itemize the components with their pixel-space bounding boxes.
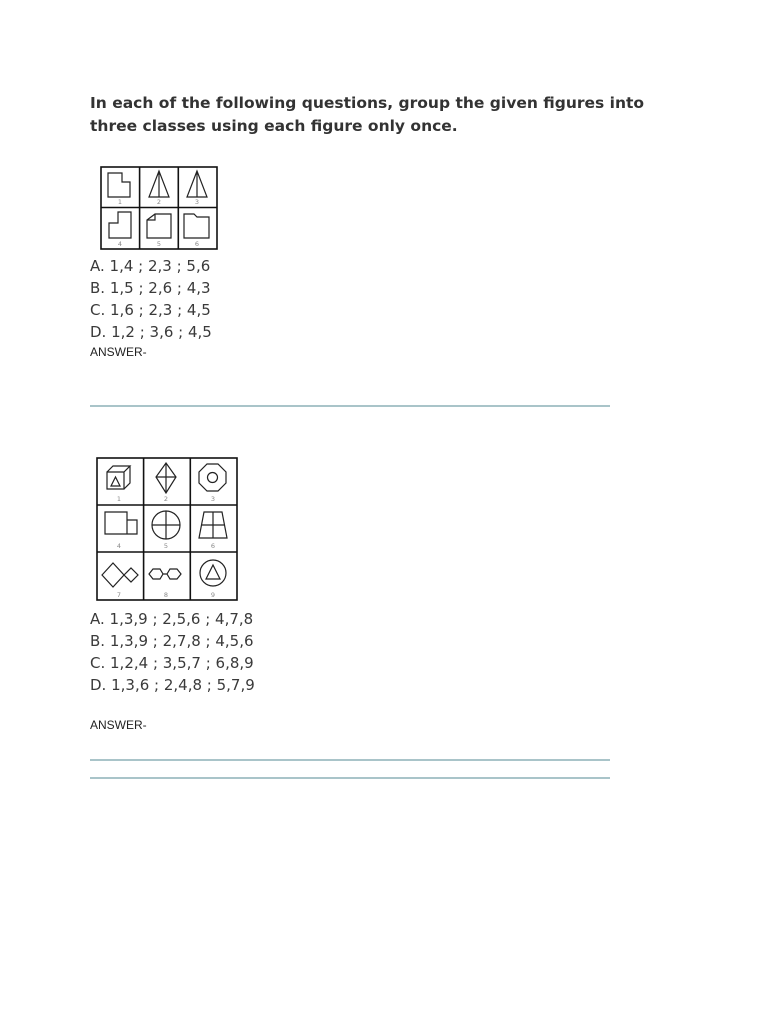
q2-label-5: 5 <box>163 542 169 550</box>
q1-shape-6 <box>184 214 209 238</box>
q2-label-9: 9 <box>210 591 216 599</box>
q2-label-1: 1 <box>116 495 122 503</box>
q2-shape-4 <box>105 512 137 534</box>
q1-answer-label: ANSWER- <box>90 345 147 359</box>
question1-figure <box>100 166 218 250</box>
question1-options <box>90 255 212 343</box>
q2-shape-6 <box>199 512 227 538</box>
q1-answer-line <box>90 405 610 407</box>
q2-label-2: 2 <box>163 495 169 503</box>
q2-answer-label: ANSWER- <box>90 718 147 732</box>
q1-option-c[interactable]: C. 1,6 ; 2,3 ; 4,5 <box>90 301 211 319</box>
q2-answer-line-1 <box>90 759 610 761</box>
q2-label-3: 3 <box>210 495 216 503</box>
q1-label-3: 3 <box>194 198 200 206</box>
question2-options <box>90 608 255 696</box>
q1-option-a[interactable]: A. 1,4 ; 2,3 ; 5,6 <box>90 257 211 275</box>
instructions-text: In each of the following questions, group the given figures into three classes using each figure only once. <box>90 94 645 135</box>
q2-shape-8 <box>149 569 181 579</box>
q1-option-d[interactable]: D. 1,2 ; 3,6 ; 4,5 <box>90 323 212 341</box>
q1-shape-2 <box>149 171 169 197</box>
q1-option-b[interactable]: B. 1,5 ; 2,6 ; 4,3 <box>90 279 211 297</box>
q2-option-d[interactable]: D. 1,3,6 ; 2,4,8 ; 5,7,9 <box>90 676 255 694</box>
q1-shape-5 <box>147 214 171 238</box>
q1-shape-1 <box>108 173 130 197</box>
q1-label-4: 4 <box>117 240 123 248</box>
q2-shape-7 <box>102 563 138 587</box>
q2-label-6: 6 <box>210 542 216 550</box>
q2-shape-2 <box>156 463 176 493</box>
q2-shape-1 <box>107 466 130 489</box>
q2-shape-9-triangle <box>206 565 220 579</box>
q2-shape-3-circle <box>208 473 218 483</box>
q1-label-1: 1 <box>117 198 123 206</box>
q2-label-8: 8 <box>163 591 169 599</box>
q1-label-5: 5 <box>156 240 162 248</box>
q2-option-c[interactable]: C. 1,2,4 ; 3,5,7 ; 6,8,9 <box>90 654 254 672</box>
q2-option-a[interactable]: A. 1,3,9 ; 2,5,6 ; 4,7,8 <box>90 610 254 628</box>
question2-figure <box>96 457 238 601</box>
q1-shape-4 <box>109 212 131 238</box>
q2-shape-3 <box>199 464 226 491</box>
q1-label-6: 6 <box>194 240 200 248</box>
q2-label-4: 4 <box>116 542 122 550</box>
q2-answer-line-2 <box>90 777 610 779</box>
q2-option-b[interactable]: B. 1,3,9 ; 2,7,8 ; 4,5,6 <box>90 632 254 650</box>
q1-label-2: 2 <box>156 198 162 206</box>
q2-label-7: 7 <box>116 591 122 599</box>
q1-shape-3 <box>187 171 207 197</box>
